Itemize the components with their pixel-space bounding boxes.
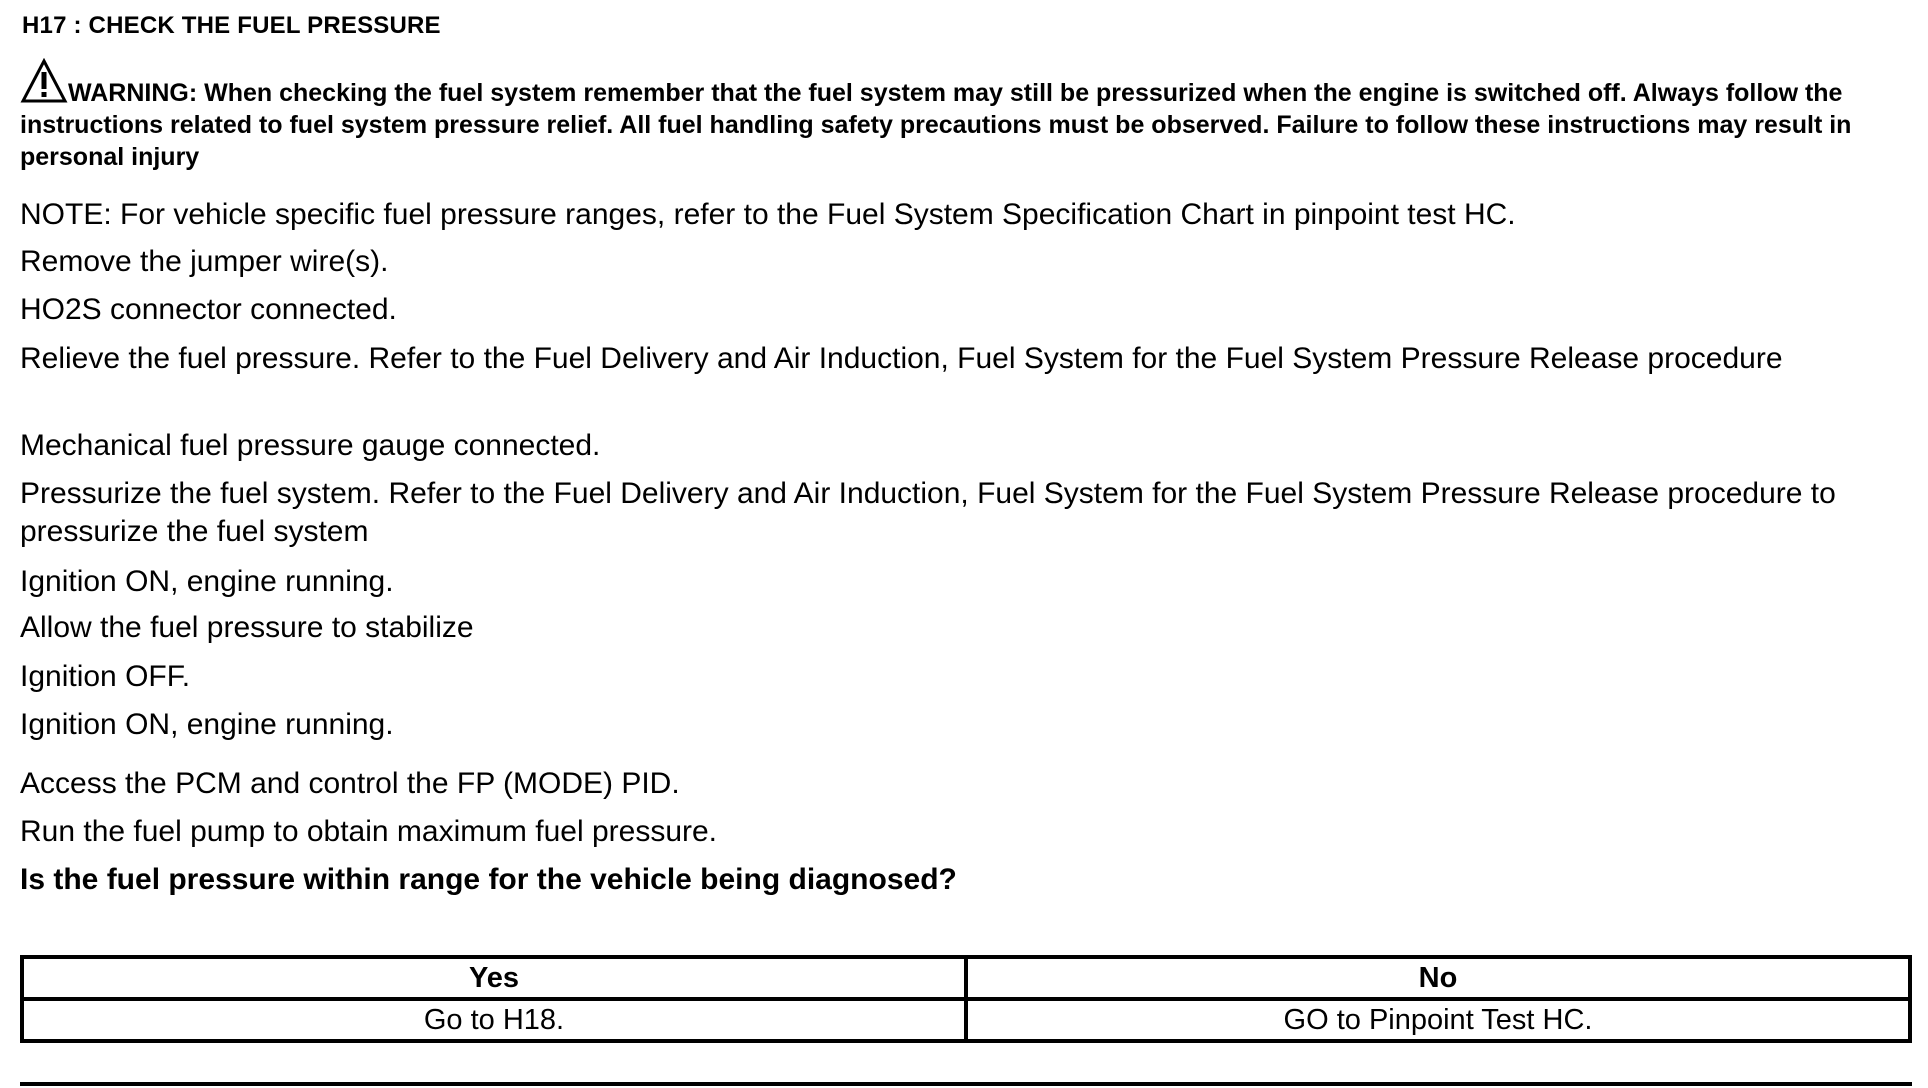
result-action-no: GO to Pinpoint Test HC. [966,999,1910,1041]
step-ho2s-connector: HO2S connector connected. [20,293,397,326]
step-remove-jumper: Remove the jumper wire(s). [20,245,389,278]
result-action-yes: Go to H18. [22,999,966,1041]
step-gauge-connected: Mechanical fuel pressure gauge connected. [20,429,601,462]
step-ignition-off: Ignition OFF. [20,660,191,693]
warning-block [20,58,1915,173]
step-access-pcm: Access the PCM and control the FP (MODE) PID. [20,767,680,800]
step-pressurize: Pressurize the fuel system. Refer to the Fuel Delivery and Air Induction, Fuel System for the Fuel System Pressure Release procedure to pressurize the fuel system [20,477,1836,548]
result-table [20,955,1912,1043]
result-action-row [22,999,1910,1041]
page-heading: H17 : CHECK THE FUEL PRESSURE [22,12,441,39]
result-header-row [22,957,1910,999]
step-ignition-on-1: Ignition ON, engine running. [20,565,394,598]
bottom-divider [20,1082,1912,1086]
note-text: NOTE: For vehicle specific fuel pressure ranges, refer to the Fuel System Specification Chart in pinpoint test HC. [20,198,1516,231]
result-header-no: No [966,957,1910,999]
step-ignition-on-2: Ignition ON, engine running. [20,708,394,741]
step-stabilize: Allow the fuel pressure to stabilize [20,611,474,644]
diagnostic-question: Is the fuel pressure within range for the vehicle being diagnosed? [20,863,957,896]
step-relieve-pressure: Relieve the fuel pressure. Refer to the Fuel Delivery and Air Induction, Fuel System for the Fuel System Pressure Release procedure [20,342,1783,375]
warning-triangle-icon [20,58,68,104]
step-run-pump: Run the fuel pump to obtain maximum fuel pressure. [20,815,718,848]
warning-text: WARNING: When checking the fuel system remember that the fuel system may still be pressurized when the engine is switched off. Always follow the instructions related to fuel system pressure relief. All fuel handling safety precautions must be observed. Failure to follow these instructions may result in personal injury [20,79,1852,171]
result-header-yes: Yes [22,957,966,999]
